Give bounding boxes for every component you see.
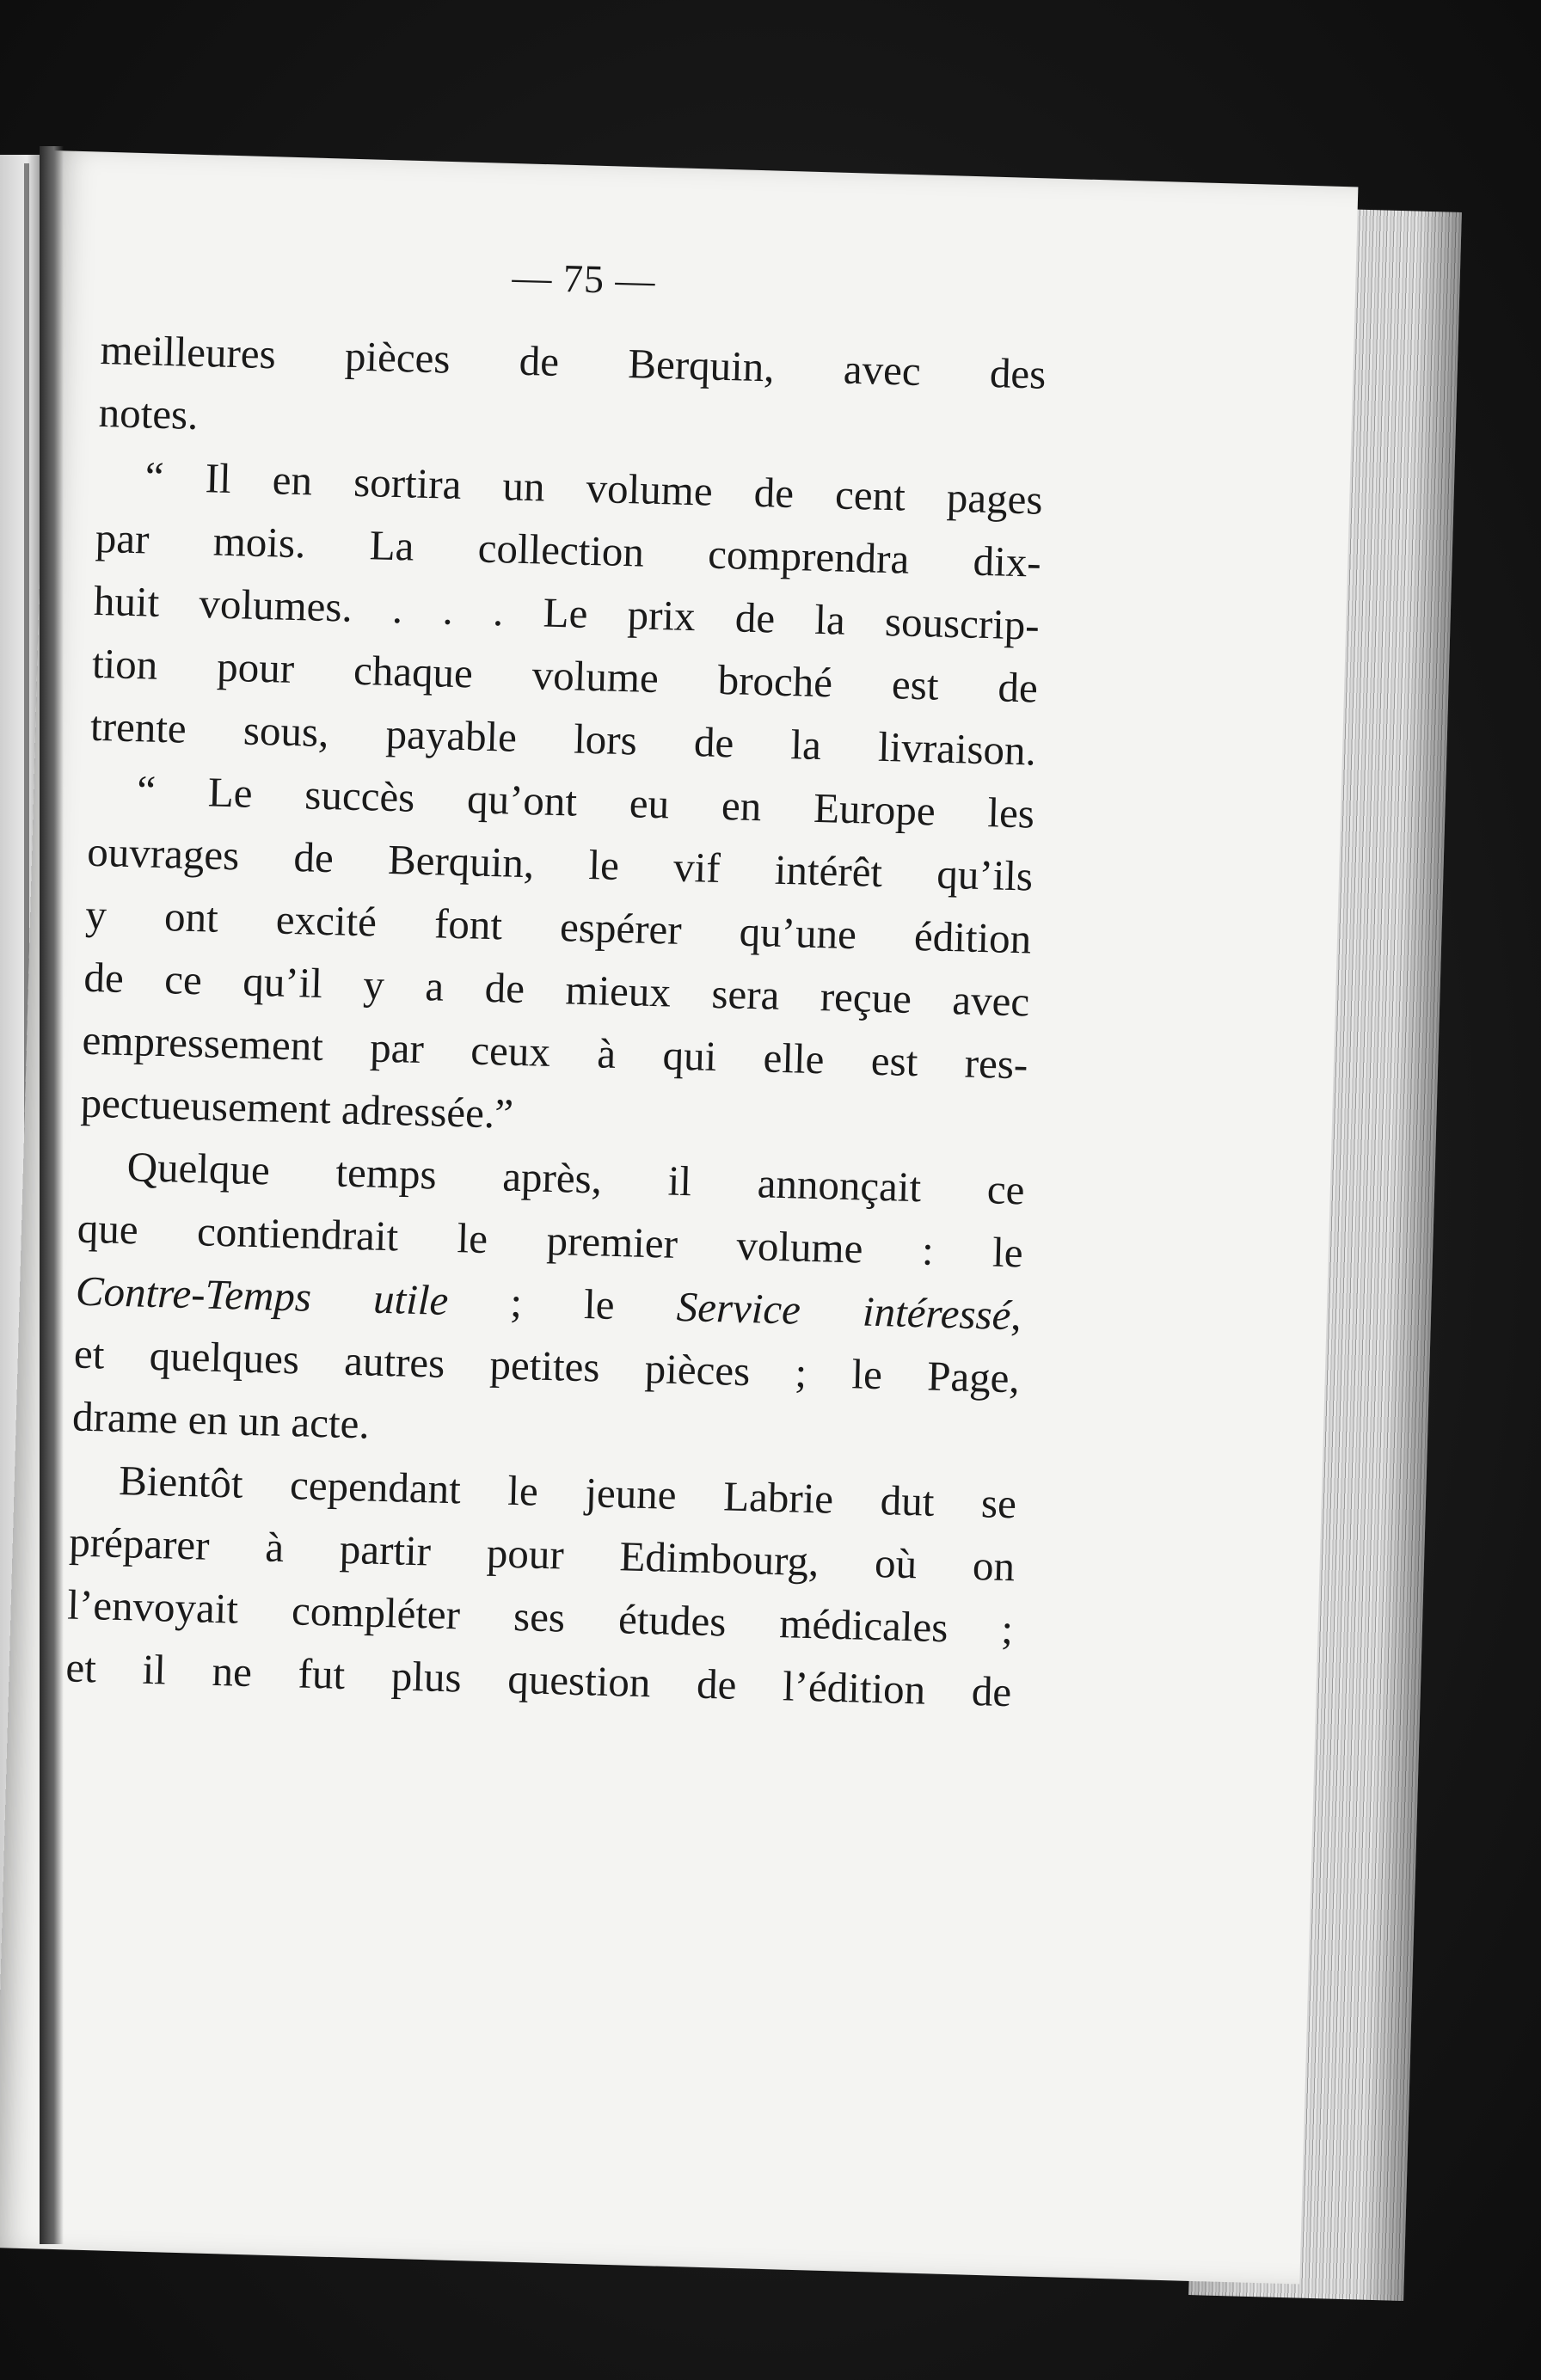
text-fragment: , [1010, 1291, 1022, 1340]
text-line: et quelques autres petites pièces ; le Page, [73, 1329, 1021, 1402]
page-text-block [65, 241, 1049, 1723]
gutter-shadow [40, 146, 64, 2244]
text-line: de ce qu’il y a de mieux sera reçue avec [83, 953, 1030, 1026]
text-line: et il ne fut plus question de l’édition de [64, 1643, 1012, 1716]
text-line: meilleures pièces de Berquin, avec des [99, 325, 1047, 398]
text-line: ouvrages de Berquin, le vif intérêt qu’ils [86, 827, 1034, 900]
text-line: tion pour chaque volume broché est de [91, 639, 1039, 712]
text-line: notes. [98, 388, 200, 439]
text-line: Quelque temps après, il annonçait ce [126, 1143, 1026, 1214]
text-line: l’envoyait compléter ses études médicales ; [66, 1580, 1014, 1653]
italic-title: Service intéressé [676, 1282, 1012, 1340]
text-line: préparer à partir pour Edimbourg, où on [68, 1518, 1016, 1591]
text-line: “ Il en sortira un volume de cent pages [144, 452, 1044, 524]
page-number: — 75 — [511, 255, 657, 303]
text-line: trente sous, payable lors de la livraison. [89, 702, 1037, 775]
text-line: drame en un acte. [71, 1392, 371, 1448]
text-line: que contiendrait le premier volume : le [77, 1204, 1024, 1277]
text-line: pectueusement adressée.” [80, 1078, 514, 1138]
text-line: Bientôt cependant le jeune Labrie dut se [118, 1456, 1017, 1528]
text-line: y ont excité font espérer qu’une édition [84, 890, 1032, 963]
text-line: “ Le succès qu’ont eu en Europe les [136, 766, 1035, 837]
text-fragment: ; le [447, 1276, 678, 1330]
text-line: huit volumes. . . . Le prix de la souscrip- [93, 576, 1041, 649]
text-line: empressement par ceux à qui elle est res- [81, 1015, 1029, 1089]
italic-title: Contre-Temps utile [75, 1267, 449, 1324]
text-line: par mois. La collection comprendra dix- [95, 513, 1042, 586]
